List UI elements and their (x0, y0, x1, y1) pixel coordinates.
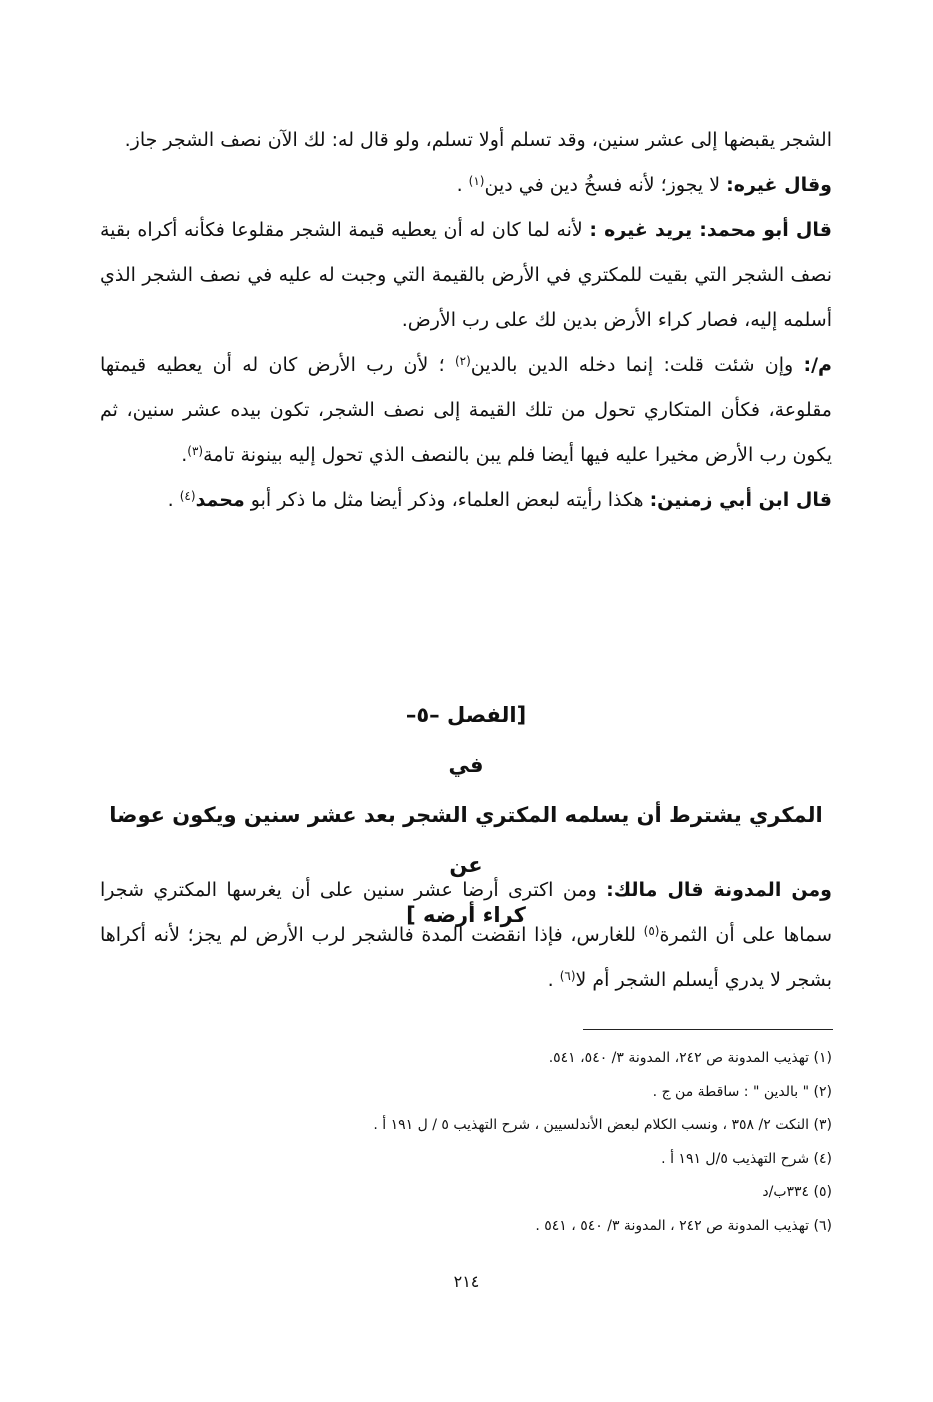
paragraph-text: ومن اكترى أرضا عشر سنين على أن يغرسها المكتري شجرا سماها على أن الثمرة (100, 879, 832, 946)
paragraph-lead: ومن المدونة قال مالك: (606, 879, 832, 901)
footnote-text: تهذيب المدونة ص ٢٤٢ ، المدونة ٣/ ٥٤٠ ، ٥٤١ . (535, 1217, 814, 1234)
footnote-number: (٤) (813, 1150, 832, 1167)
footnote-ref: (٢) (454, 354, 471, 368)
paragraph-2 (100, 163, 832, 208)
section-heading-line-2: في (448, 753, 484, 777)
footnote-4 (100, 1143, 832, 1177)
paragraph-tail: . (547, 969, 560, 991)
paragraph-tail: للغارس، فإذا انقضت المدة فالشجر لرب الأرض لم يجز؛ لأنه أكراها بشجر لا يدري أيسلم الشجر أم لا (100, 924, 832, 991)
footnote-1 (100, 1042, 832, 1076)
footnote-2 (100, 1076, 832, 1110)
footnote-6 (100, 1210, 832, 1244)
footnote-text: ٣٣٤ب/د (762, 1184, 814, 1200)
paragraph-6 (100, 868, 832, 1003)
paragraph-tail: . (167, 489, 180, 511)
footnote-number: (٦) (813, 1217, 832, 1234)
paragraph-tail: . (456, 174, 469, 196)
footnote-ref: (٥) (643, 924, 660, 938)
footnote-text: " بالدين " : ساقطة من ج . (652, 1083, 814, 1100)
paragraph-4 (100, 343, 832, 478)
footnote-ref: (٦) (559, 969, 576, 983)
footnote-number: (٥) (813, 1184, 832, 1200)
footnote-ref: (١) (468, 174, 485, 188)
footnote-5 (100, 1176, 832, 1210)
footnote-3 (100, 1109, 832, 1143)
paragraph-text: وإن شئت قلت: إنما دخله الدين بالدين (470, 354, 804, 376)
footnote-text: النكت ٢/ ٣٥٨ ، ونسب الكلام لبعض الأندلسيين ، شرح التهذيب ٥ / ل ١٩١ أ . (373, 1117, 814, 1133)
footnote-divider (583, 1029, 833, 1030)
section-heading-line-1: [الفصل –٥– (405, 703, 527, 727)
footnote-ref: (٣) (187, 444, 204, 458)
paragraph-text: الشجر يقبضها إلى عشر سنين، وقد تسلم أولا تسلم، ولو قال له: لك الآن نصف الشجر جاز. (124, 129, 832, 151)
paragraph-lead-2: محمد (195, 489, 245, 511)
paragraph-lead: م/: (803, 354, 832, 376)
footnote-number: (٣) (813, 1117, 832, 1133)
body-text-upper (100, 118, 832, 523)
paragraph-3 (100, 208, 832, 343)
paragraph-tail: ؛ لأن رب الأرض كان له أن يعطيه قيمتها مقلوعة، فكأن المتكاري تحول من تلك القيمة إلى نصف الشجر، تكون بيده عشر سنين، ثم يكون رب الأرض مخيرا عليه فيها أيضا فلم يبن بالنصف الذي تحول إليه بينونة تامة (100, 354, 832, 466)
paragraph-text: لأنه لما كان له أن يعطيه قيمة الشجر مقلوعا فكأنه أكراه بقية نصف الشجر التي بقيت للمكتري في الأرض بالقيمة التي وجبت له عليه في نصف الشجر الذي أسلمه إليه، فصار كراء الأرض بدين لك على رب الأرض. (100, 219, 832, 331)
paragraph-1 (100, 118, 832, 163)
paragraph-5 (100, 478, 832, 523)
footnotes (100, 1042, 832, 1243)
section-heading-line-3: المكري يشترط أن يسلمه المكتري الشجر بعد عشر سنين ويكون عوضا عن (109, 803, 823, 877)
paragraph-text: لا يجوز؛ لأنه فسخُ دين في دين (484, 174, 727, 196)
footnote-text: شرح التهذيب ٥/ل ١٩١ أ . (661, 1150, 814, 1167)
paragraph-tail: . (181, 444, 188, 466)
footnote-ref: (٤) (179, 489, 196, 503)
section-heading-line-4: كراء أرضه ] (406, 903, 526, 927)
page-number: ٢١٤ (453, 1272, 480, 1291)
paragraph-text: هكذا رأيته لبعض العلماء، وذكر أيضا مثل ما ذكر أبو (244, 489, 650, 511)
footnote-number: (٢) (813, 1083, 832, 1100)
paragraph-lead: قال أبو محمد: يريد غيره : (589, 219, 832, 241)
footnote-number: (١) (813, 1050, 832, 1066)
body-text-lower (100, 868, 832, 1003)
footnote-text: تهذيب المدونة ص ٢٤٢، المدونة ٣/ ٥٤٠، ٥٤١. (548, 1050, 814, 1066)
paragraph-lead: وقال غيره: (726, 174, 832, 196)
paragraph-lead: قال ابن أبي زمنين: (649, 489, 832, 511)
